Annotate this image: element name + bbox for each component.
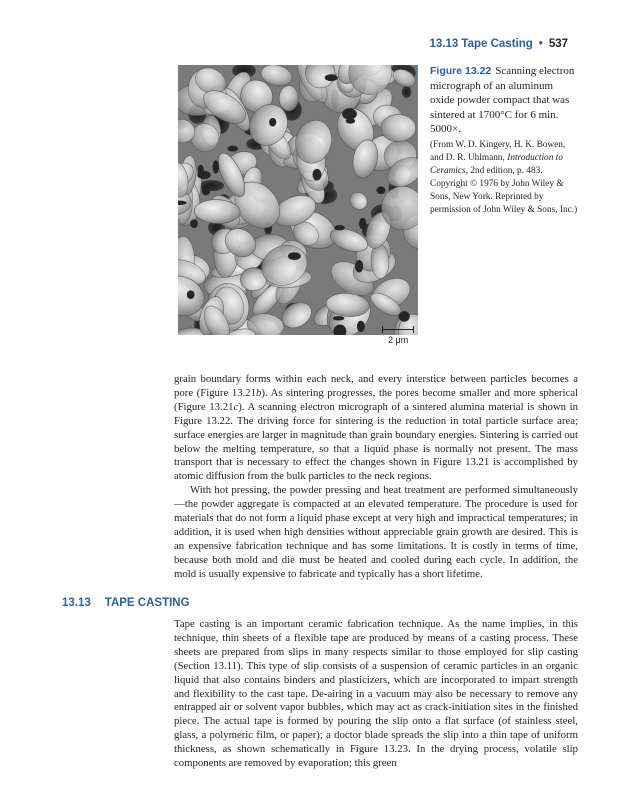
pore (355, 260, 363, 272)
credit-prefix: (From W. D. Kingery, H. K. Bowen, and D. R. Uhlmann, (430, 139, 566, 163)
grain (381, 114, 416, 141)
running-head-separator: • (538, 38, 543, 50)
pore (333, 316, 345, 320)
section-title: TAPE CASTING (104, 597, 190, 609)
sem-micrograph (178, 65, 418, 335)
running-head-section: 13.13 Tape Casting (429, 38, 533, 50)
credit-book-title: Introduction to Ceramics (430, 152, 563, 176)
credit-suffix: , 2nd edition, p. 483. Copyright © 1976 by John Wiley & Sons, New York. Reprinted by permission of John Wiley & Sons, Inc.) (430, 165, 578, 215)
pore (335, 225, 345, 230)
pore (402, 86, 412, 98)
paragraph-sintering: grain boundary forms within each neck, and every interstice between particles becomes a pore (Figure 13.21b). As sintering progresses, the pores become smaller and more spherical (Figure 13.21c). A scanning electron micrograph of a sintered alumina material is shown in Figure 13.22. The driving force for sintering is the reduction in total particle surface area; surface energies are larger in magnitude than grain boundary energies. Sintering is carried out below the melting temperature, so that a liquid phase is normally not present. The mass transport that is necessary to effect the changes shown in Figure 13.21 is accomplished by atomic diffusion from the bulk particles to the neck regions. (174, 373, 579, 483)
figure-caption-text: Scanning electron micrograph of an aluminum oxide powder compact that was sintered at 1700°C for 6 min. 5000×. (430, 65, 575, 135)
paragraph-hot-pressing: With hot pressing, the powder pressing and heat treatment are performed simultaneously—the powder aggregate is compacted at an elevated temperature. The procedure is used for materials that do not form a liquid phase except at very high and impractical temperatures; in addition, it is used when high densities without appreciable grain growth are desired. This is an expensive fabrication technique and has some limitations. It is costly in terms of time, because both mold and die must be heated and cooled during each cycle. In addition, the mold is usually expensive to fabricate and typically has a short lifetime. (174, 484, 578, 580)
page-number: 537 (548, 38, 568, 50)
scale-bar-line (382, 329, 414, 330)
pore (228, 146, 238, 152)
pore (213, 160, 219, 173)
pore (399, 311, 410, 322)
body-text-sintering (174, 373, 578, 582)
section-number: 13.13 (62, 597, 91, 609)
pore (202, 185, 211, 196)
paragraph-tape-casting: Tape casting is an important ceramic fabrication technique. As the name implies, in this technique, thin sheets of a flexible tape are produced by means of a casting process. These sheets are prepared from slips in many respects similar to those employed for slip casting (Section 13.11). This type of slip consists of a suspension of ceramic particles in an organic liquid that also contains binders and plasticizers, which are incorporated to impart strength and flexibility to the cast tape. De-airing in a vacuum may also be necessary to remove any entrapped air or solvent vapor bubbles, which may act as crack-initiation sites in the finished piece. The actual tape is formed by pouring the slip onto a flat surface (of stainless steel, glass, a polymeric film, or paper); a doctor blade spreads the slip into a thin tape of uniform thickness, as shown schematically in Figure 13.23. In the drying process, volatile slip components are removed by evaporation; this green (174, 618, 578, 770)
pore (357, 321, 365, 332)
pore (197, 171, 211, 179)
pore (190, 219, 198, 228)
figure-caption (430, 64, 580, 217)
section-heading (62, 597, 190, 609)
sem-micrograph-image (178, 65, 418, 335)
pore (325, 74, 338, 81)
figure-credit (430, 139, 580, 217)
pore (359, 218, 366, 230)
figure-label: Figure 13.22 (430, 65, 492, 77)
pore (288, 252, 301, 260)
pore (187, 290, 195, 299)
pore (269, 118, 276, 127)
pore (377, 187, 386, 195)
scale-bar (382, 325, 416, 349)
body-text-tape-casting (174, 618, 578, 771)
pore (313, 169, 322, 181)
pore (342, 108, 357, 119)
scale-bar-label: 2 μm (388, 335, 409, 345)
scale-bar-tick-right (413, 326, 414, 333)
running-head (429, 38, 568, 50)
